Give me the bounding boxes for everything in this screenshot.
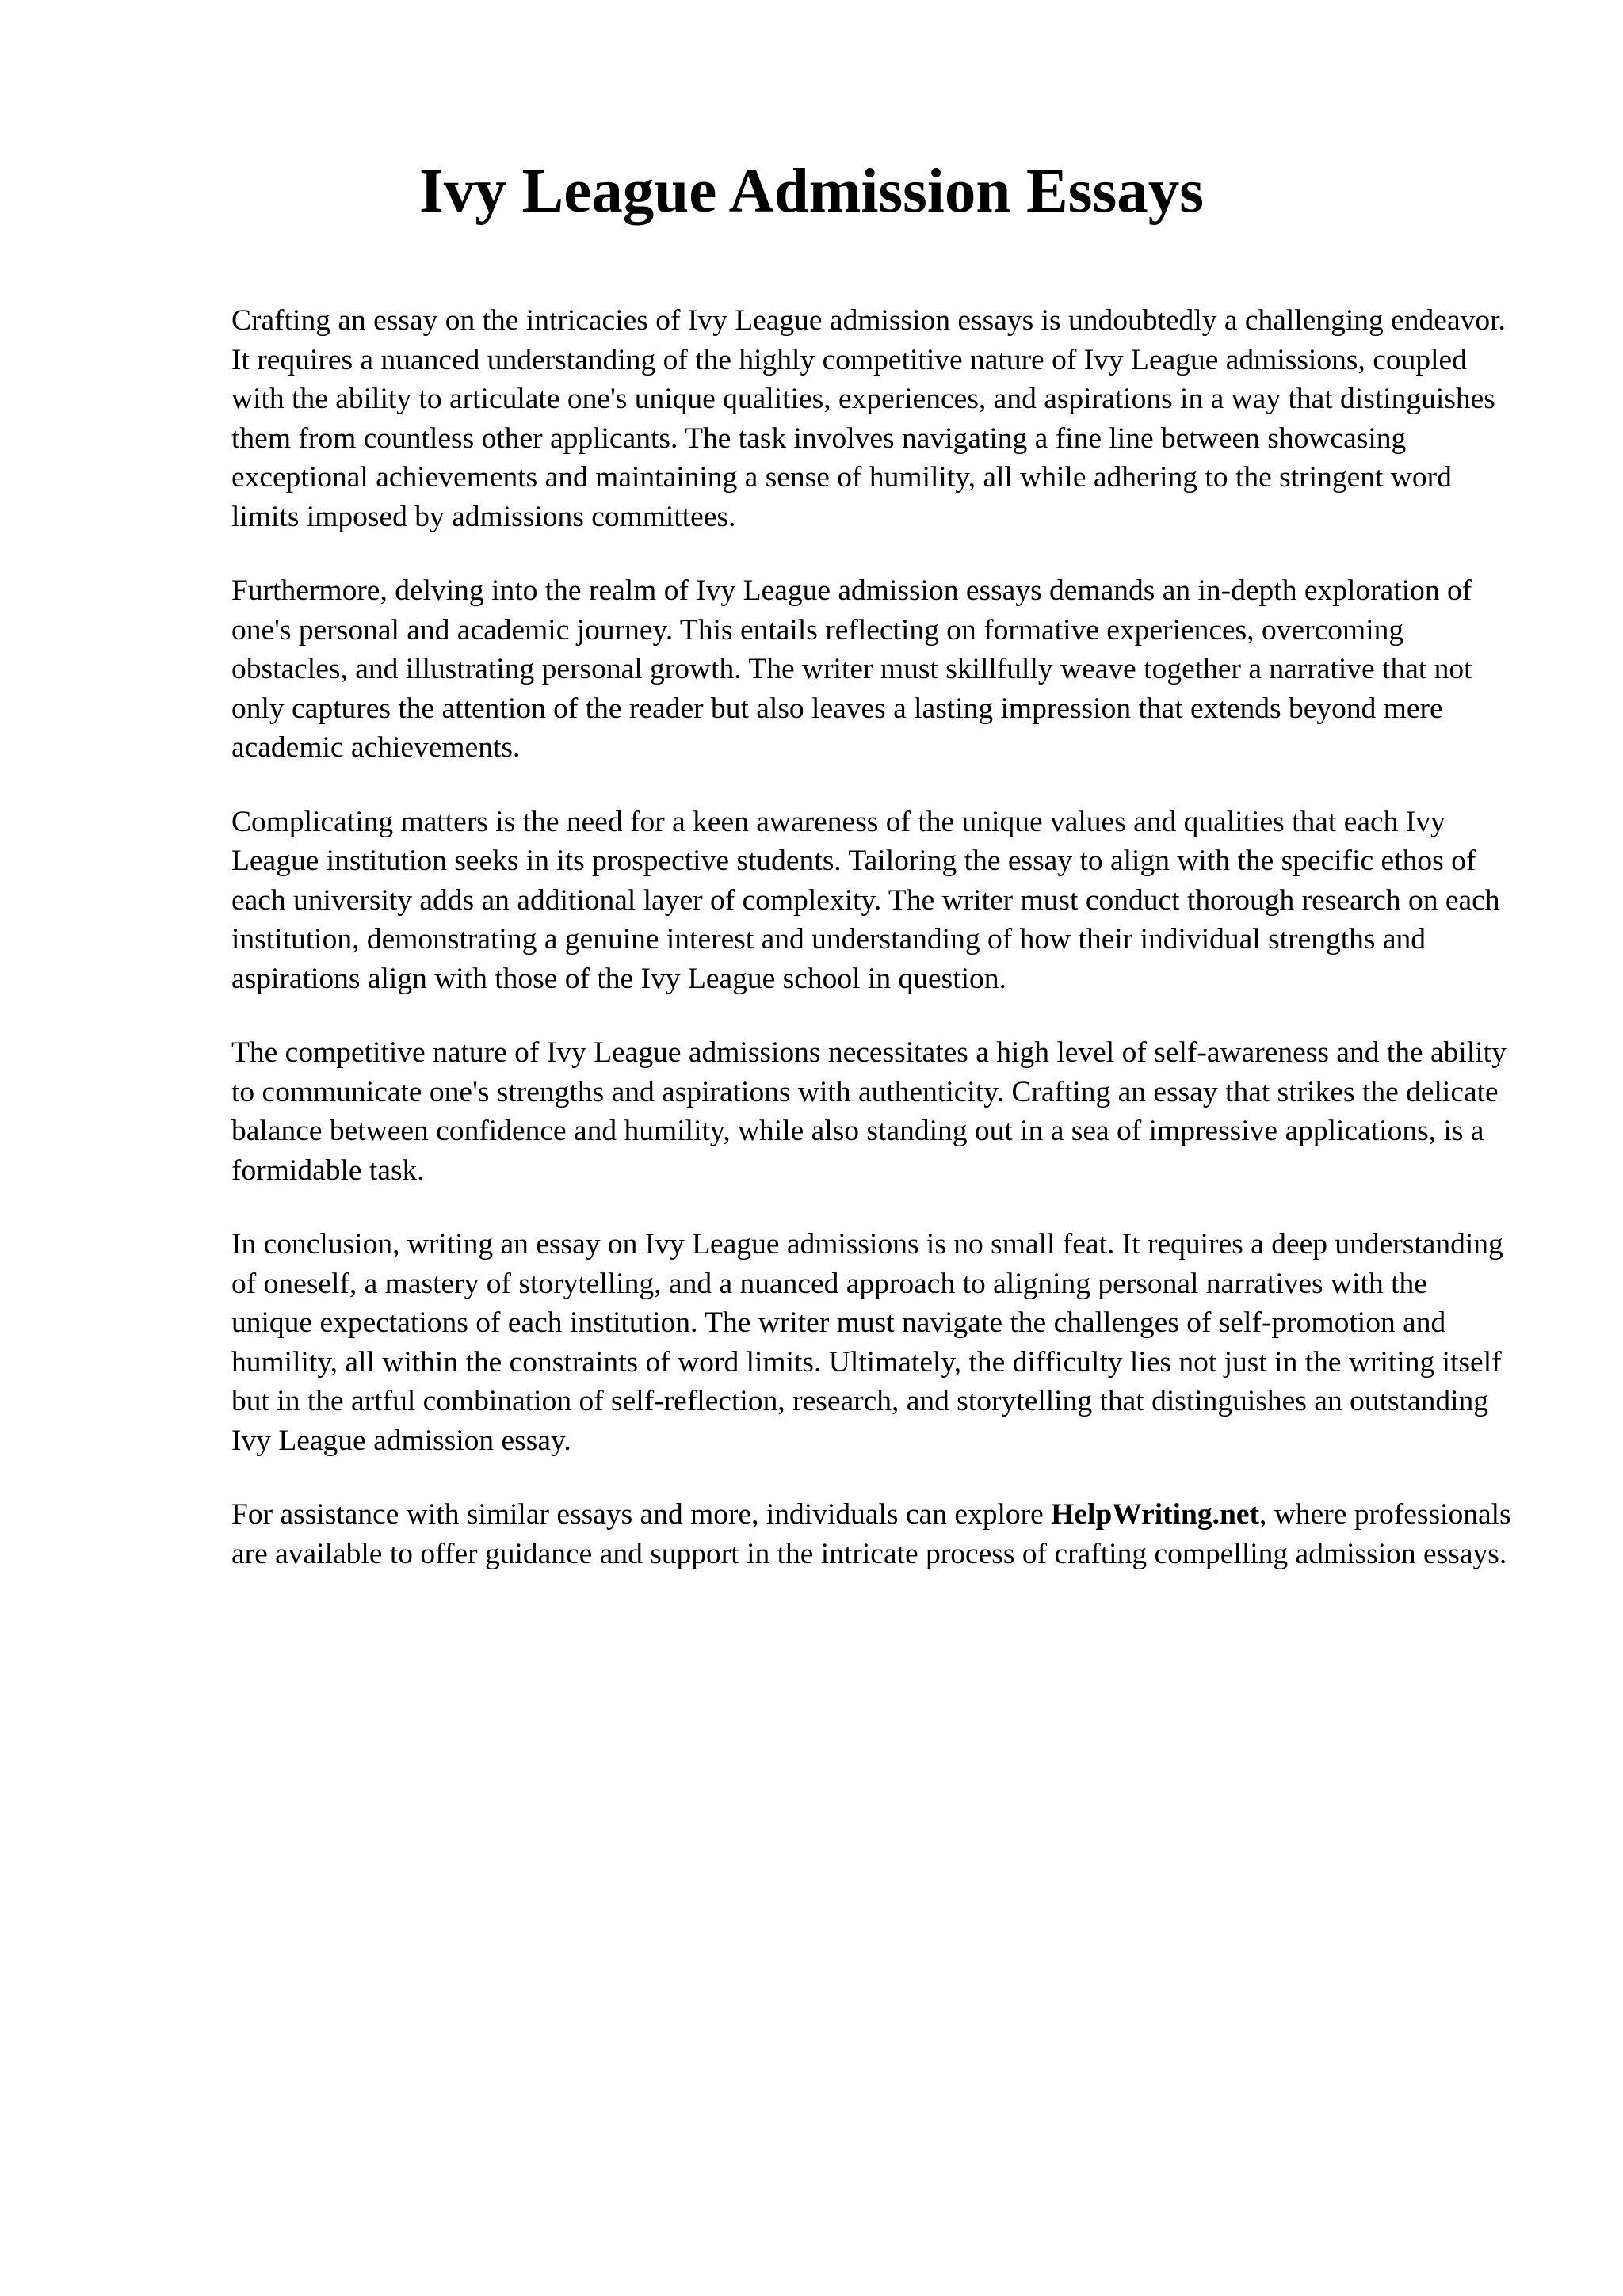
- page-title: Ivy League Admission Essays: [419, 157, 1204, 226]
- paragraph-4: The competitive nature of Ivy League admissions necessitates a high level of self-awareness and the ability to communicate one's strengths and aspirations with authenticity. Crafting an essay that strikes the delicate balance between confidence and humility, while also standing out in a sea of impressive applications, is a formidable task.: [231, 1036, 1507, 1187]
- closing-text-after: , where professionals are available to offer guidance and support in the intricate process of crafting compelling admission essays.: [231, 1498, 1511, 1570]
- paragraph-1: Crafting an essay on the intricacies of Ivy League admission essays is undoubtedly a challenging endeavor. It requires a nuanced understanding of the highly competitive nature of Ivy League admissions, coupled with the ability to articulate one's unique qualities, experiences, and aspirations in a way that distinguishes them from countless other applicants. The task involves navigating a fine line between showcasing exceptional achievements and maintaining a sense of humility, all while adhering to the stringent word limits imposed by admissions committees.: [231, 304, 1506, 533]
- paragraph-3: Complicating matters is the need for a keen awareness of the unique values and qualities that each Ivy League institution seeks in its prospective students. Tailoring the essay to align with the specific ethos of each university adds an additional layer of complexity. The writer must conduct thorough research on each institution, demonstrating a genuine interest and understanding of how their individual strengths and aspirations align with those of the Ivy League school in question.: [231, 805, 1500, 995]
- paragraph-2: Furthermore, delving into the realm of Ivy League admission essays demands an in-depth exploration of one's personal and academic journey. This entails reflecting on formative experiences, overcoming obstacles, and illustrating personal growth. The writer must skillfully weave together a narrative that not only captures the attention of the reader but also leaves a lasting impression that extends beyond mere academic achievements.: [231, 574, 1472, 764]
- paragraph-5: In conclusion, writing an essay on Ivy League admissions is no small feat. It requires a deep understanding of oneself, a mastery of storytelling, and a nuanced approach to aligning personal narratives with the unique expectations of each institution. The writer must navigate the challenges of self-promotion and humility, all within the constraints of word limits. Ultimately, the difficulty lies not just in the writing itself but in the artful combination of self-reflection, research, and storytelling that distinguishes an outstanding Ivy League admission essay.: [231, 1228, 1503, 1457]
- closing-text-before: For assistance with similar essays and more, individuals can explore: [231, 1498, 1052, 1531]
- essay-body: [231, 301, 1515, 1608]
- closing-paragraph: [231, 1495, 1515, 1573]
- brand-name: HelpWriting.net: [1051, 1498, 1260, 1531]
